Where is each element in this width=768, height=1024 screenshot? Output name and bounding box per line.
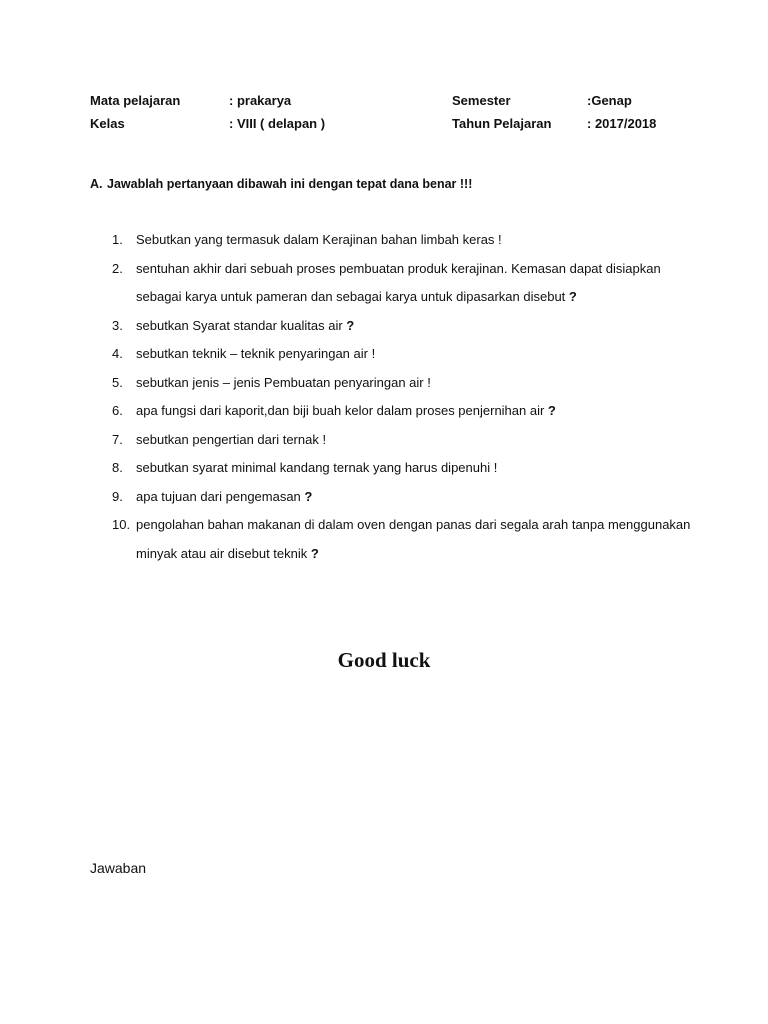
question-item <box>112 340 692 369</box>
question-item <box>112 312 692 341</box>
question-number: 2. <box>112 260 123 276</box>
question-text: sebutkan jenis – jenis Pembuatan penyaringan air ! <box>136 374 431 390</box>
year-label: Tahun Pelajaran <box>452 116 552 131</box>
question-item <box>112 255 692 312</box>
subject-label: Mata pelajaran <box>90 93 181 108</box>
question-mark: ? <box>304 488 313 504</box>
year-value: : 2017/2018 <box>587 116 657 131</box>
document-header <box>90 93 710 139</box>
question-number: 10. <box>112 517 131 532</box>
question-number: 8. <box>112 460 123 475</box>
question-number: 5. <box>112 374 123 390</box>
question-mark: ? <box>310 545 319 561</box>
question-number: 1. <box>112 232 123 247</box>
question-text: Sebutkan yang termasuk dalam Kerajinan bahan limbah keras ! <box>136 232 502 247</box>
question-item <box>112 511 692 568</box>
question-item <box>112 454 692 483</box>
question-text: sebutkan teknik – teknik penyaringan air ! <box>136 346 376 361</box>
section-instruction-text: Jawablah pertanyaan dibawah ini dengan tepat dana benar !!! <box>107 177 473 191</box>
header-row-2 <box>90 116 710 139</box>
question-text: apa fungsi dari kaporit,dan biji buah kelor dalam proses penjernihan air <box>136 403 548 418</box>
question-list <box>112 226 692 568</box>
answer-label: Jawaban <box>90 860 147 876</box>
question-text: sebutkan pengertian dari ternak ! <box>136 431 327 447</box>
question-text: sentuhan akhir dari sebuah proses pembuatan produk kerajinan. Kemasan dapat disiapkan sebagai karya untuk pameran dan sebagai karya untuk dipasarkan disebut <box>136 260 661 304</box>
question-number: 3. <box>112 317 123 333</box>
semester-label: Semester <box>452 93 511 108</box>
question-mark: ? <box>547 403 556 418</box>
section-letter: A. <box>90 177 103 191</box>
semester-value: :Genap <box>587 93 632 108</box>
question-mark: ? <box>346 317 355 333</box>
question-number: 6. <box>112 403 123 418</box>
question-text: sebutkan Syarat standar kualitas air <box>136 317 347 333</box>
section-instruction <box>90 177 472 191</box>
question-number: 7. <box>112 431 123 447</box>
question-item <box>112 397 692 426</box>
question-number: 4. <box>112 346 123 361</box>
question-text: apa tujuan dari pengemasan <box>136 488 305 504</box>
class-value: : VIII ( delapan ) <box>229 116 326 131</box>
header-row-1 <box>90 93 710 116</box>
question-number: 9. <box>112 488 123 504</box>
question-item <box>112 226 692 255</box>
question-item <box>112 369 692 398</box>
question-item <box>112 426 692 455</box>
question-text: sebutkan syarat minimal kandang ternak yang harus dipenuhi ! <box>136 460 498 475</box>
class-label: Kelas <box>90 116 125 131</box>
question-mark: ? <box>568 289 577 304</box>
subject-value: : prakarya <box>229 93 292 108</box>
closing-message: Good luck <box>337 648 431 672</box>
question-item <box>112 483 692 512</box>
question-text: pengolahan bahan makanan di dalam oven dengan panas dari segala arah tanpa menggunakan minyak atau air disebut teknik <box>136 517 691 561</box>
